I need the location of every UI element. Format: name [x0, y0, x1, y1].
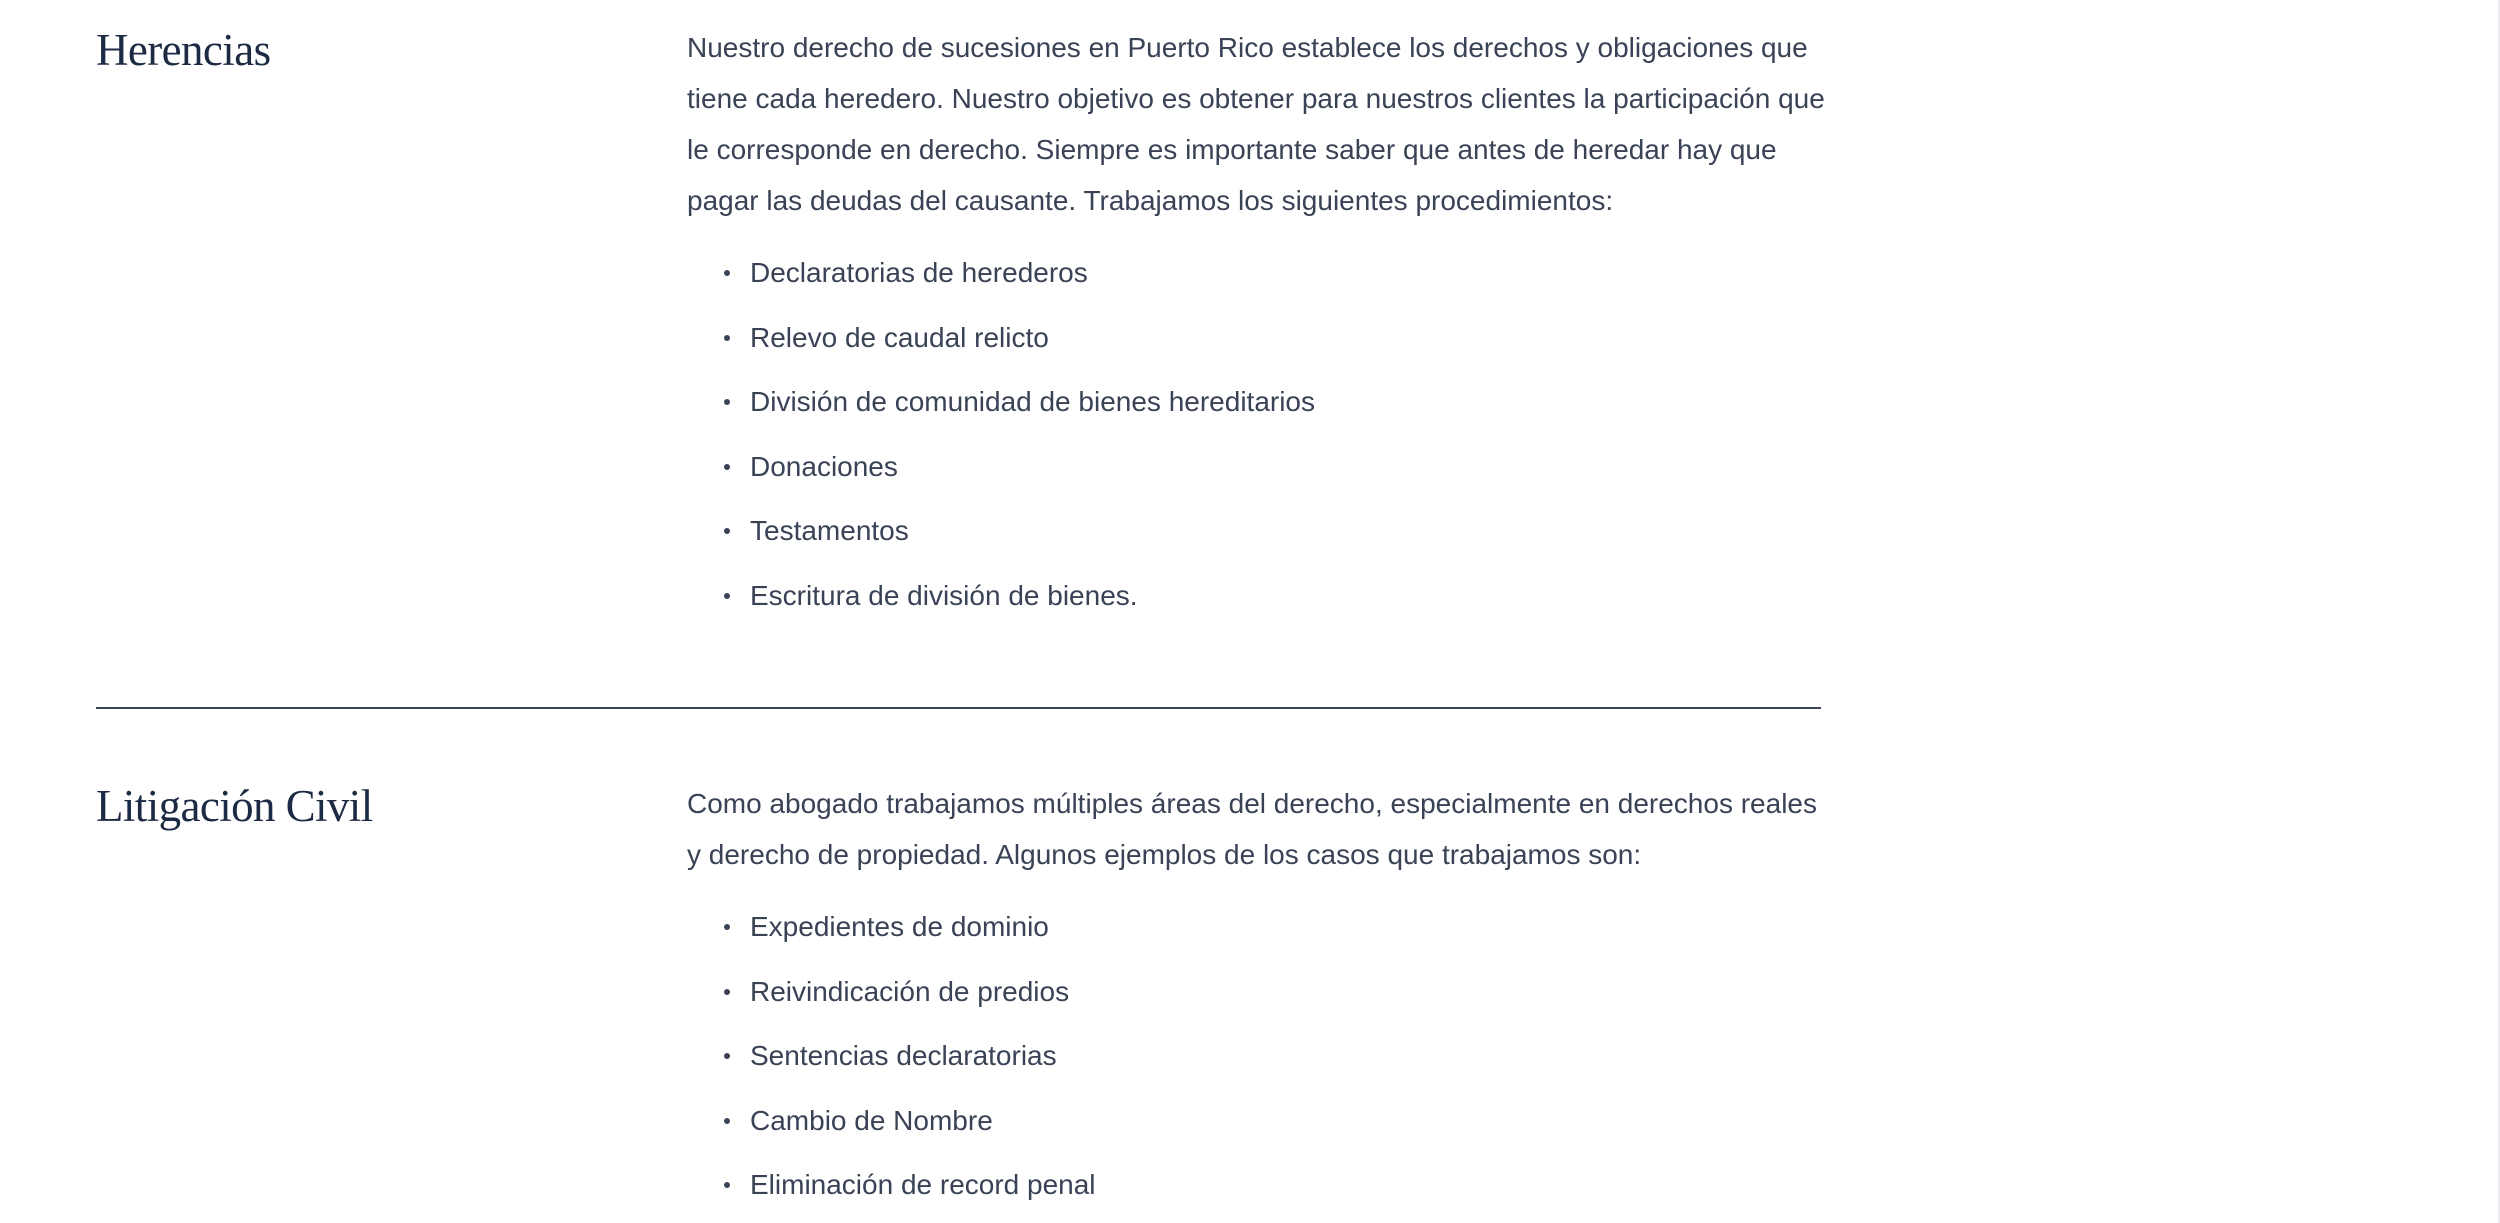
list-item-label: Cambio de Nombre [750, 1104, 993, 1136]
bullet-icon [724, 1118, 730, 1124]
list-item-label: Reivindicación de predios [750, 975, 1070, 1007]
bullet-icon [724, 593, 730, 599]
section-title: Litigación Civil [96, 781, 373, 831]
bullet-icon [724, 528, 730, 534]
list-item [687, 1153, 1827, 1218]
list-item [687, 306, 1827, 371]
section-body [687, 22, 1827, 628]
service-list [687, 895, 1827, 1218]
bullet-icon [724, 989, 730, 995]
list-item [687, 895, 1827, 960]
bullet-icon [724, 335, 730, 341]
list-item [687, 435, 1827, 500]
bullet-icon [724, 270, 730, 276]
list-item-label: Testamentos [750, 515, 909, 546]
list-item-label: Relevo de caudal relicto [750, 321, 1049, 353]
list-item [687, 1089, 1827, 1154]
list-item [687, 564, 1827, 629]
bullet-icon [724, 1182, 730, 1188]
list-item [687, 960, 1827, 1025]
section-intro: Como abogado trabajamos múltiples áreas del derecho, especialmente en derechos reales y derecho de propiedad. Algunos ejemplos de los casos que trabajamos son: [687, 788, 1817, 870]
list-item [687, 370, 1827, 435]
list-item [687, 499, 1827, 564]
list-item-label: Sentencias declaratorias [750, 1040, 1057, 1071]
service-list [687, 241, 1827, 628]
bullet-icon [724, 1053, 730, 1059]
section-body [687, 778, 1827, 1218]
list-item [687, 241, 1827, 306]
section-intro: Nuestro derecho de sucesiones en Puerto Rico establece los derechos y obligaciones que tiene cada heredero. Nuestro objetivo es obtener para nuestros clientes la participación que le corresponde en derecho. Siempre es importante saber que antes de heredar hay que pagar las deudas del causante. Trabajamos los siguientes procedimientos: [687, 32, 1825, 216]
list-item-label: Declaratorias de herederos [750, 257, 1088, 288]
list-item [687, 1024, 1827, 1089]
bullet-icon [724, 399, 730, 405]
section-title: Herencias [96, 25, 271, 75]
list-item-label: Expedientes de dominio [750, 911, 1049, 942]
section-divider [96, 707, 1821, 709]
list-item-label: Escritura de división de bienes. [750, 579, 1138, 611]
list-item-label: Eliminación de record penal [750, 1169, 1096, 1200]
list-item-label: División de comunidad de bienes hereditarios [750, 386, 1316, 417]
list-item-label: Donaciones [750, 450, 898, 482]
bullet-icon [724, 464, 730, 470]
bullet-icon [724, 924, 730, 930]
